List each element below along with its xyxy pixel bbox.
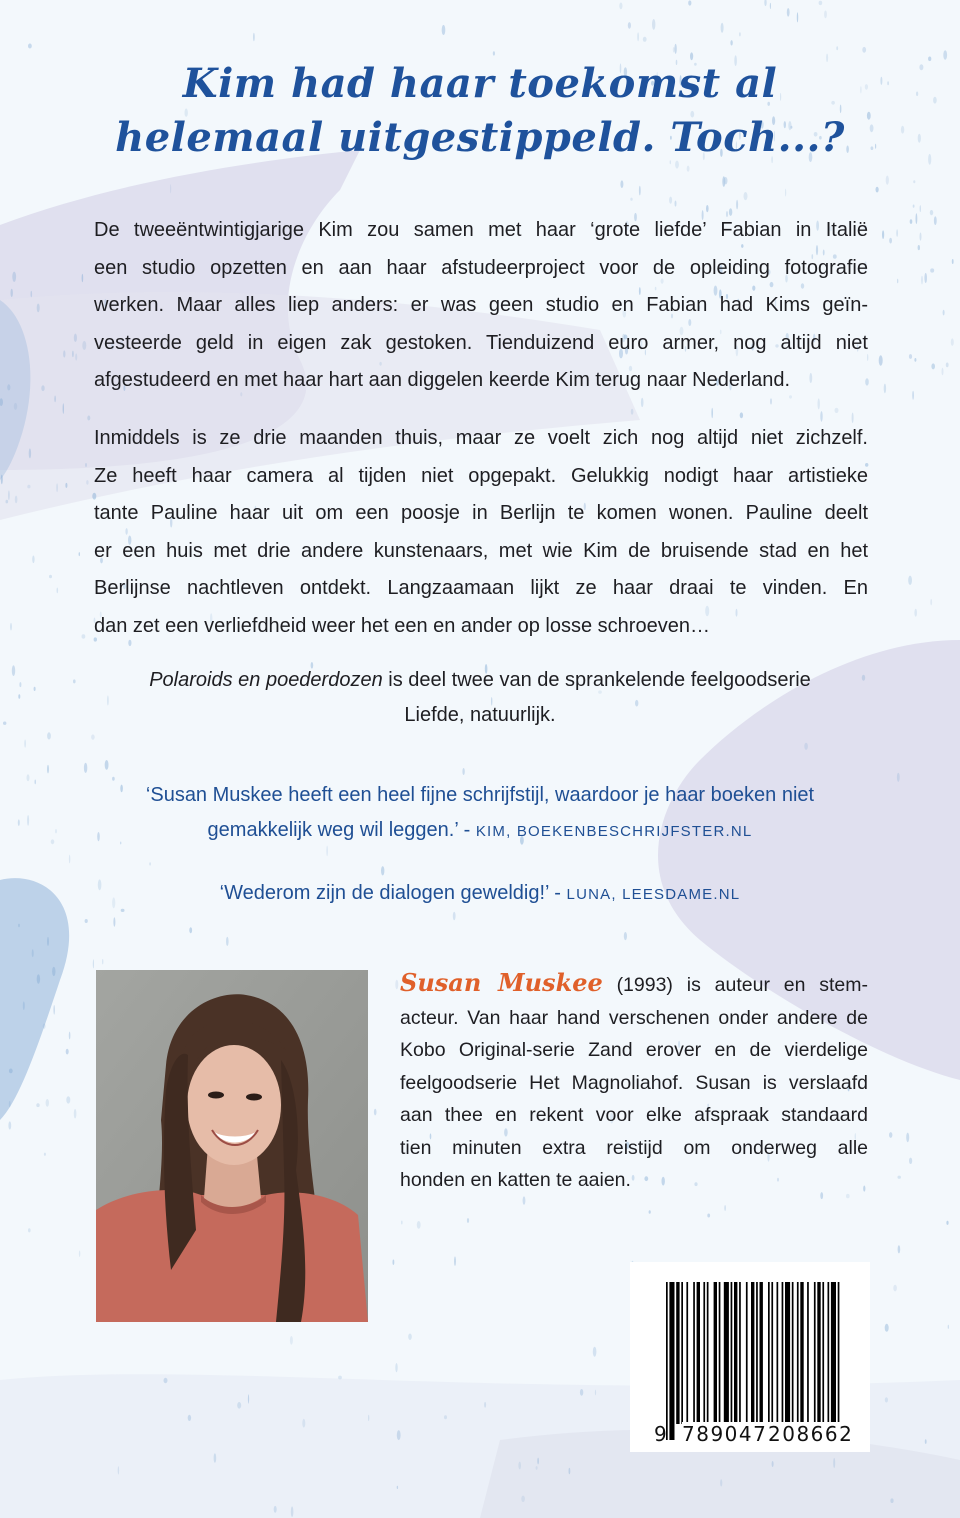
barcode-bar xyxy=(760,1282,763,1424)
review-source: KIM, BOEKENBESCHRIJFSTER.NL xyxy=(475,823,753,840)
bio-line: aan thee en rekent voor elke afspraak standaard xyxy=(400,1104,868,1126)
isbn-group: 208662 xyxy=(768,1422,854,1446)
barcode-bar xyxy=(756,1282,758,1424)
barcode-bar xyxy=(681,1282,683,1424)
barcode-bar xyxy=(782,1282,784,1424)
barcode-bar xyxy=(724,1282,729,1424)
barcode-bar xyxy=(686,1282,688,1424)
barcode-bar xyxy=(666,1282,668,1440)
barcode-bar xyxy=(771,1282,773,1424)
barcode-bar xyxy=(814,1282,816,1424)
bio-line xyxy=(400,967,868,1002)
review-quote-1 xyxy=(60,778,900,849)
blurb-line: Inmiddels is ze drie maanden thuis, maar ze voelt zich nog altijd niet zichzelf. xyxy=(94,427,868,449)
barcode-bar xyxy=(768,1282,770,1424)
barcode-bar xyxy=(707,1282,709,1424)
barcode-bar xyxy=(807,1282,809,1424)
bio-line: tien minuten extra reistijd om onderweg alle xyxy=(400,1136,868,1159)
series-note xyxy=(60,663,900,733)
isbn-group: 789047 xyxy=(682,1422,768,1446)
barcode-bar xyxy=(676,1282,679,1424)
author-photo xyxy=(96,970,368,1322)
barcode-bar xyxy=(734,1282,737,1424)
barcode-bar xyxy=(719,1282,721,1424)
barcode-bar xyxy=(731,1282,733,1424)
blurb-line: afgestudeerd en met haar hart aan diggelen keerde Kim terug naar Nederland. xyxy=(94,369,791,391)
barcode-bar xyxy=(669,1282,674,1440)
barcode-bar xyxy=(693,1282,695,1424)
barcode-bar xyxy=(828,1282,830,1424)
isbn-barcode xyxy=(630,1262,870,1452)
barcode-bar xyxy=(785,1282,790,1424)
headline-line-2: helemaal uitgestippeld. Toch...? xyxy=(115,114,845,161)
blurb-line: werken. Maar alles liep anders: er was geen studio en Fabian had Kims geïn- xyxy=(94,294,868,316)
bio-line: honden en katten te aaien. xyxy=(400,1169,631,1191)
review-quote-2 xyxy=(60,876,900,912)
blurb-paragraph-2 xyxy=(94,420,868,645)
barcode-bar xyxy=(800,1282,803,1424)
review-text: gemakkelijk weg wil leggen.’ - xyxy=(207,819,476,841)
barcode-bar xyxy=(817,1282,820,1424)
barcode-bar xyxy=(797,1282,799,1424)
blurb-line: dan zet een verliefdheid weer het een en ander op losse schroeven… xyxy=(94,614,710,637)
blurb-line: tante Pauline haar uit om een poosje in Berlijn te komen wonen. Pauline deelt xyxy=(94,502,868,524)
series-name: Liefde, natuurlijk. xyxy=(404,704,556,726)
review-text: ‘Wederom zijn de dialogen geweldig!’ - xyxy=(219,882,567,904)
barcode-bar xyxy=(838,1282,840,1440)
blurb-line: er een huis met drie andere kunstenaars, met wie Kim de bruisende stad en het xyxy=(94,539,868,562)
bio-line: acteur. Van haar hand verschenen onder andere de xyxy=(400,1006,868,1029)
barcode-bar xyxy=(746,1282,748,1440)
barcode-bar xyxy=(703,1282,705,1424)
bio-line: feelgoodserie Het Magnoliahof. Susan is verslaafd xyxy=(400,1071,868,1094)
isbn-digit: 9 xyxy=(654,1422,669,1446)
blurb-paragraph-1 xyxy=(94,212,868,400)
barcode-bar xyxy=(792,1282,794,1424)
blurb-line: Berlijnse nachtleven ontdekt. Langzaamaan lijkt ze haar draai te vinden. En xyxy=(94,577,868,599)
barcode-bar xyxy=(751,1282,754,1440)
series-text: is deel twee van de sprankelende feelgoodserie xyxy=(382,669,811,691)
author-portrait-icon xyxy=(96,970,368,1322)
bio-text: (1993) is auteur en stem- xyxy=(602,974,868,996)
blurb-line: De tweeëntwintigjarige Kim zou samen met haar ‘grote liefde’ Fabian in Italië xyxy=(94,219,868,241)
barcode-bar xyxy=(697,1282,700,1424)
author-name: Susan Muskee xyxy=(400,968,603,997)
blurb-line: een studio opzetten en aan haar afstudeerproject voor de opleiding fotografie xyxy=(94,256,868,279)
review-text: ‘Susan Muskee heeft een heel fijne schrijfstijl, waardoor je haar boeken niet xyxy=(145,784,815,806)
barcode-bar xyxy=(831,1282,836,1440)
barcode-bar xyxy=(822,1282,824,1424)
review-source: LUNA, LEESDAME.NL xyxy=(566,886,741,903)
barcode-bar xyxy=(714,1282,717,1424)
book-title: Polaroids en poederdozen xyxy=(149,669,383,691)
blurb-line: Ze heeft haar camera al tijden niet opgepakt. Gelukkig nodigt haar artistieke xyxy=(94,464,868,487)
barcode-bar xyxy=(777,1282,779,1424)
blurb-line: vesteerde geld in eigen zak gestoken. Tienduizend euro armer, nog altijd niet xyxy=(94,331,868,354)
barcode-bar xyxy=(739,1282,741,1424)
author-bio xyxy=(400,967,868,1197)
bio-line: Kobo Original-serie Zand erover en de vierdelige xyxy=(400,1039,868,1061)
headline-line-1: Kim had haar toekomst al xyxy=(182,60,778,107)
